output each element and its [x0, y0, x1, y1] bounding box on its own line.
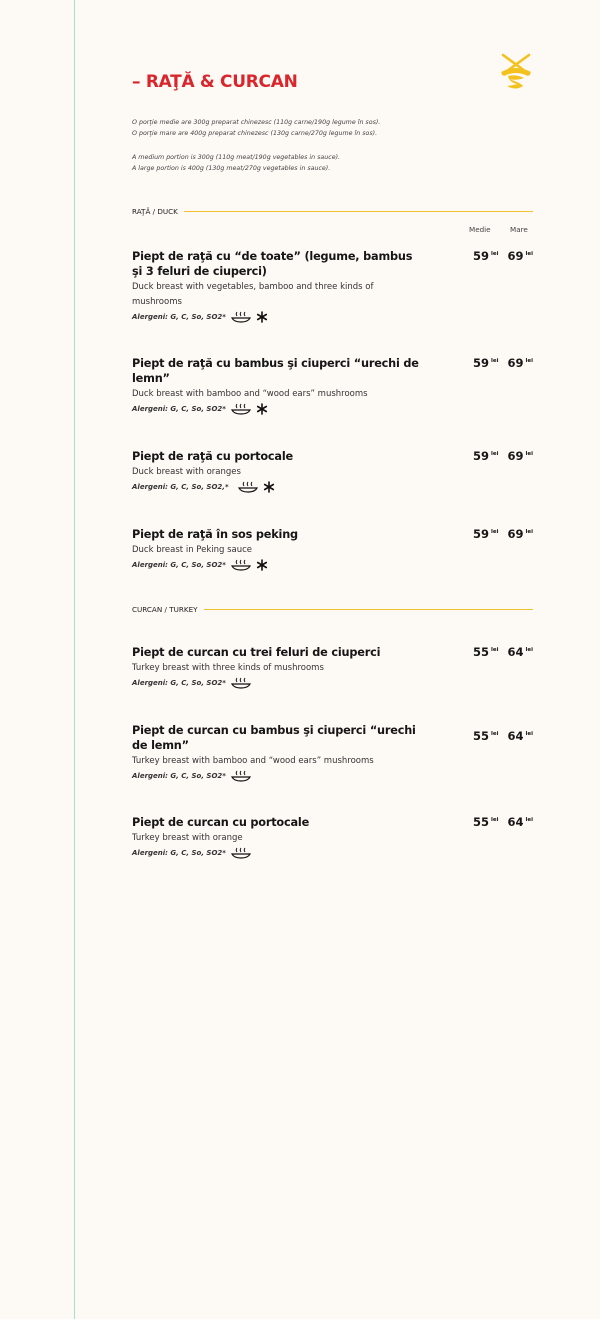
- noodle-bowl-logo-icon: [497, 52, 535, 92]
- page-title: – RAŢĂ & CURCAN: [132, 72, 298, 92]
- price-medium: 59 $^{lei}$: [472, 249, 499, 263]
- price-medium: 55 $^{lei}$: [472, 815, 499, 829]
- price-large: 64 $^{lei}$: [507, 729, 533, 743]
- item-name: Piept de raţă cu bambus şi ciuperci “urechi de lemn”: [132, 357, 419, 385]
- column-label-medium: Medie: [469, 225, 491, 234]
- allergens-text: Alergeni: G, C, So, SO2*: [132, 772, 226, 780]
- price-group: [473, 729, 533, 743]
- allergens-row: [132, 676, 533, 690]
- margin-line: [74, 0, 75, 1319]
- menu-item: [132, 527, 533, 572]
- steaming-bowl-icon: [231, 559, 251, 571]
- section-divider: [204, 609, 533, 610]
- allergens-row: [132, 402, 533, 416]
- menu-item: [132, 723, 533, 783]
- snowflake-icon: [256, 311, 268, 323]
- price-medium: 55 $^{lei}$: [472, 645, 499, 659]
- item-description: Duck breast with bamboo and “wood ears” mushrooms: [132, 389, 368, 399]
- price-large: 69 $^{lei}$: [507, 449, 533, 463]
- section-header-turkey: [132, 603, 533, 615]
- section-label: CURCAN / TURKEY: [132, 604, 198, 614]
- price-group: [473, 815, 533, 829]
- item-description: Turkey breast with three kinds of mushrooms: [132, 663, 324, 673]
- section-label: RAŢĂ / DUCK: [132, 206, 178, 216]
- steaming-bowl-icon: [231, 677, 251, 689]
- allergens-text: Alergeni: G, C, So, SO2,*: [132, 483, 229, 491]
- allergens-row: [132, 310, 533, 324]
- steaming-bowl-icon: [231, 311, 251, 323]
- price-large: 69 $^{lei}$: [507, 527, 533, 541]
- snowflake-icon: [256, 559, 268, 571]
- item-name: Piept de raţă în sos peking: [132, 528, 298, 541]
- allergens-text: Alergeni: G, C, So, SO2*: [132, 561, 226, 569]
- allergens-row: [132, 769, 533, 783]
- item-description: Turkey breast with bamboo and “wood ears” mushrooms: [132, 756, 374, 766]
- steaming-bowl-icon: [238, 481, 258, 493]
- price-group: [473, 356, 533, 370]
- item-name: Piept de curcan cu bambus şi ciuperci “urechi de lemn”: [132, 724, 416, 752]
- price-medium: 59 $^{lei}$: [472, 449, 499, 463]
- item-name: Piept de curcan cu portocale: [132, 816, 310, 829]
- column-label-large: Mare: [510, 225, 528, 234]
- menu-item: [132, 645, 533, 690]
- item-description: Duck breast with vegetables, bamboo and three kinds of mushrooms: [132, 282, 374, 307]
- menu-item: [132, 249, 533, 324]
- snowflake-icon: [256, 403, 268, 415]
- steaming-bowl-icon: [231, 847, 251, 859]
- item-name: Piept de curcan cu trei feluri de ciuperci: [132, 646, 381, 659]
- price-group: [473, 645, 533, 659]
- price-medium: 55 $^{lei}$: [472, 729, 499, 743]
- portion-note-ro-large: O porţie mare are 400g preparat chinezesc (130g carne/270g legume în sos).: [132, 130, 378, 137]
- item-description: Duck breast with oranges: [132, 467, 241, 477]
- price-group: [473, 449, 533, 463]
- price-large: 64 $^{lei}$: [507, 815, 533, 829]
- item-name: Piept de raţă cu portocale: [132, 450, 293, 463]
- item-description: Turkey breast with orange: [132, 833, 243, 843]
- snowflake-icon: [263, 481, 275, 493]
- price-group: [473, 249, 533, 263]
- price-medium: 59 $^{lei}$: [472, 527, 499, 541]
- price-medium: 59 $^{lei}$: [472, 356, 499, 370]
- section-header-duck: [132, 205, 533, 217]
- price-large: 69 $^{lei}$: [507, 249, 533, 263]
- item-name: Piept de raţă cu “de toate” (legume, bambus şi 3 feluri de ciuperci): [132, 250, 413, 278]
- price-large: 69 $^{lei}$: [507, 356, 533, 370]
- allergens-text: Alergeni: G, C, So, SO2*: [132, 313, 226, 321]
- steaming-bowl-icon: [231, 403, 251, 415]
- allergens-row: [132, 480, 533, 494]
- portion-note-en-medium: A medium portion is 300g (110g meat/190g vegetables in sauce).: [132, 154, 341, 161]
- portion-note-en-large: A large portion is 400g (130g meat/270g vegetables in sauce).: [132, 165, 331, 172]
- allergens-text: Alergeni: G, C, So, SO2*: [132, 849, 226, 857]
- section-divider: [184, 211, 533, 212]
- portion-note-ro-medium: O porţie medie are 300g preparat chinezesc (110g carne/190g legume în sos).: [132, 119, 381, 126]
- steaming-bowl-icon: [231, 770, 251, 782]
- allergens-row: [132, 558, 533, 572]
- price-large: 64 $^{lei}$: [507, 645, 533, 659]
- allergens-row: [132, 846, 533, 860]
- menu-item: [132, 815, 533, 860]
- item-description: Duck breast in Peking sauce: [132, 545, 253, 555]
- allergens-text: Alergeni: G, C, So, SO2*: [132, 405, 226, 413]
- menu-item: [132, 356, 533, 416]
- price-group: [473, 527, 533, 541]
- allergens-text: Alergeni: G, C, So, SO2*: [132, 679, 226, 687]
- menu-item: [132, 449, 533, 494]
